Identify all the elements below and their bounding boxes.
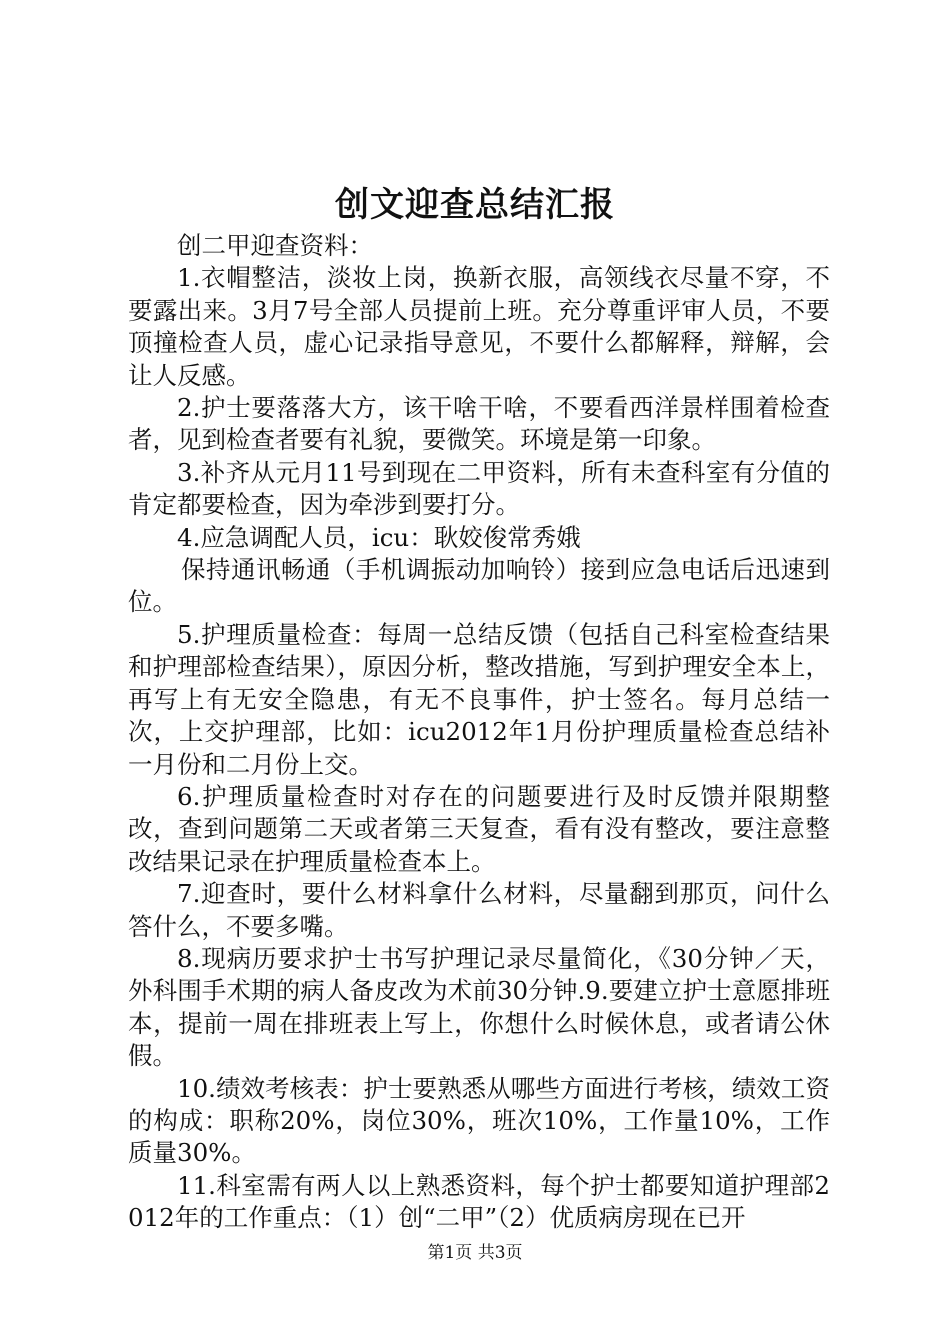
paragraph-item-11: 11.科室需有两人以上熟悉资料，每个护士都要知道护理部2012年的工作重点：（1）创“二甲”（2）优质病房现在已开 [128,1170,830,1233]
paragraph-item-6: 6.护理质量检查时对存在的问题要进行及时反馈并限期整改，查到问题第二天或者第三天复查，看有没有整改，要注意整改结果记录在护理质量检查本上。 [128,781,830,876]
paragraph-item-5: 5.护理质量检查：每周一总结反馈（包括自己科室检查结果和护理部检查结果），原因分析，整改措施，写到护理安全本上，再写上有无安全隐患，有无不良事件，护士签名。每月总结一次，上交护理部，比如：icu2012年1月份护理质量检查总结补一月份和二月份上交。 [128,619,830,779]
paragraph-item-2: 2.护士要落落大方，该干啥干啥，不要看西洋景样围着检查者，见到检查者要有礼貌，要微笑。环境是第一印象。 [128,393,830,455]
paragraph-item-7: 7.迎查时，要什么材料拿什么材料，尽量翻到那页，问什么答什么，不要多嘴。 [128,879,830,941]
paragraph-item-4: 4.应急调配人员，icu：耿姣俊常秀娥 [177,522,581,552]
paragraph-item-4-detail: 保持通讯畅通（手机调振动加响铃）接到应急电话后迅速到位。 [128,555,830,617]
page-footer: 第1页 共3页 [427,1243,523,1263]
paragraph-item-8: 8.现病历要求护士书写护理记录尽量简化，《30分钟／天，外科围手术期的病人备皮改为术前30分钟.9.要建立护士意愿排班本，提前一周在排班表上写上，你想什么时候休息，或者请公休假。 [128,943,830,1071]
paragraph-item-10: 10.绩效考核表：护士要熟悉从哪些方面进行考核，绩效工资的构成：职称20%，岗位30%，班次10%，工作量10%，工作质量30%。 [128,1073,830,1168]
paragraph-intro: 创二甲迎查资料： [177,231,373,260]
document-body [128,230,830,1235]
paragraph-item-1: 1.衣帽整洁，淡妆上岗，换新衣服，高领线衣尽量不穿，不要露出来。3月7号全部人员提前上班。充分尊重评审人员，不要顶撞检查人员，虚心记录指导意见，不要什么都解释，辩解，会让人反感。 [128,263,830,390]
document-title: 创文迎查总结汇报 [335,185,615,225]
paragraph-item-3: 3.补齐从元月11号到现在二甲资料，所有未查科室有分值的肯定都要检查，因为牵涉到要打分。 [128,457,830,520]
